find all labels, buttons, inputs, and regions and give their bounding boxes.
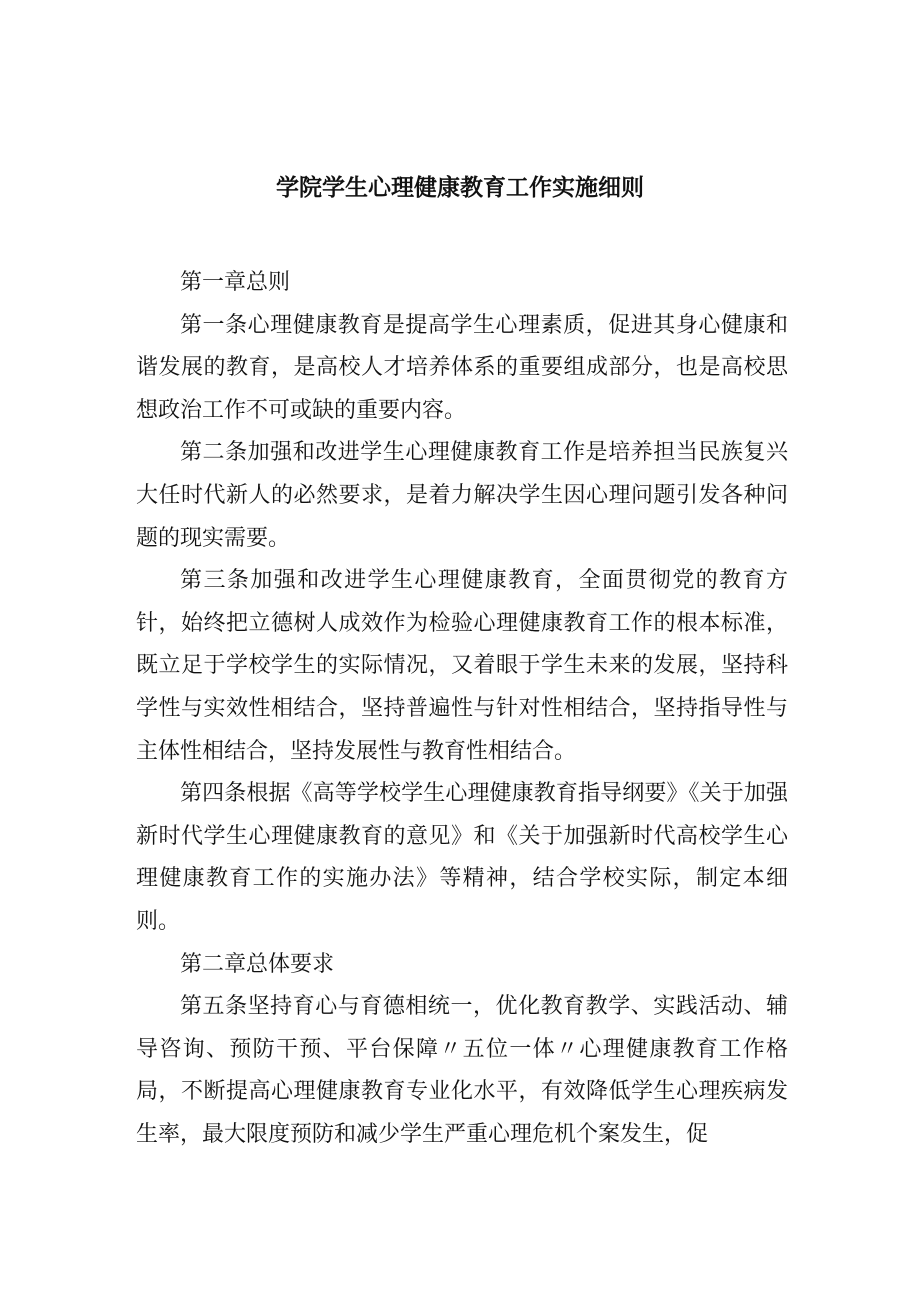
chapter-heading: 第二章总体要求: [180, 951, 335, 977]
article-paragraph: 第四条根据《高等学校学生心理健康教育指导纲要》《关于加强新时代学生心理健康教育的意见》和《关于加强新时代高校学生心理健康教育工作的实施办法》等精神，结合学校实际，制定本细则。: [136, 781, 788, 934]
document-body: [136, 262, 788, 1156]
document-title: 学院学生心理健康教育工作实施细则: [276, 174, 644, 201]
article-paragraph: 第一条心理健康教育是提高学生心理素质，促进其身心健康和谐发展的教育，是高校人才培养体系的重要组成部分，也是高校思想政治工作不可或缺的重要内容。: [136, 312, 788, 423]
article-paragraph: 第五条坚持育心与育德相统一，优化教育教学、实践活动、辅导咨询、预防干预、平台保障〃五位一体〃心理健康教育工作格局，不断提高心理健康教育专业化水平，有效降低学生心理疾病发生率，最大限度预防和减少学生严重心理危机个案发生，促: [136, 994, 788, 1147]
article-paragraph: 第二条加强和改进学生心理健康教育工作是培养担当民族复兴大任时代新人的必然要求，是着力解决学生因心理问题引发各种问题的现实需要。: [136, 440, 788, 551]
article-paragraph: 第三条加强和改进学生心理健康教育，全面贯彻党的教育方针，始终把立德树人成效作为检验心理健康教育工作的根本标准，既立足于学校学生的实际情况，又着眼于学生未来的发展，坚持科学性与实效性相结合，坚持普遍性与针对性相结合，坚持指导性与主体性相结合，坚持发展性与教育性相结合。: [136, 568, 788, 764]
chapter-heading: 第一章总则: [180, 270, 291, 295]
